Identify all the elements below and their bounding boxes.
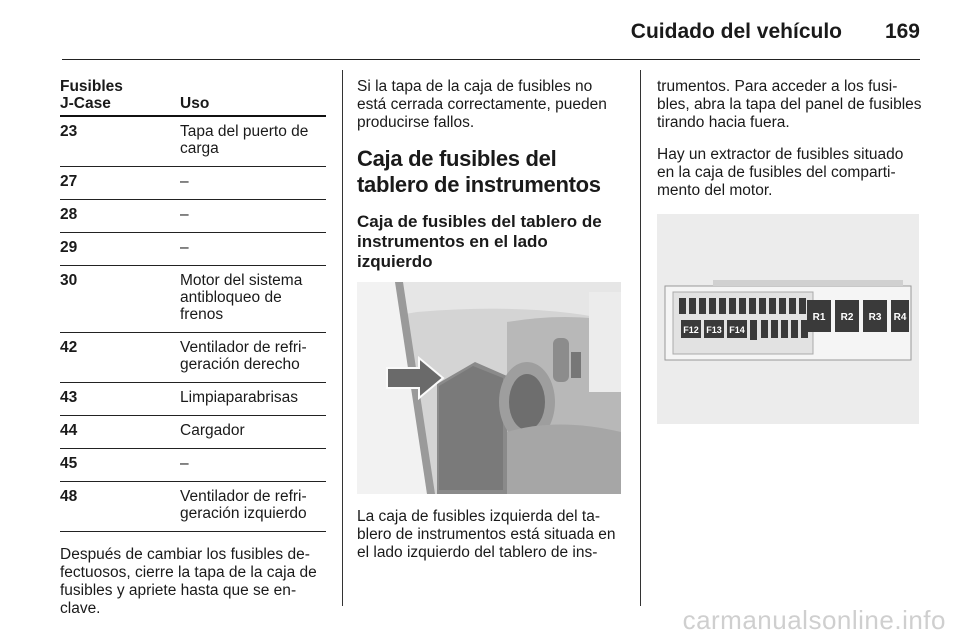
relay-label: R1 — [812, 312, 826, 323]
table-row: 44 Cargador — [60, 416, 326, 449]
column-2 — [357, 78, 625, 562]
page-number: 169 — [884, 20, 920, 43]
table-row: 29 – — [60, 233, 326, 266]
table-row: 42 Ventilador de refrigeración derecho — [60, 333, 326, 383]
watermark: carmanualsonline.info — [682, 605, 946, 635]
column-1 — [60, 78, 330, 618]
table-row: 27 – — [60, 167, 326, 200]
relay-label: R2 — [840, 312, 854, 323]
dashboard-illustration — [357, 282, 621, 494]
dashboard-photo — [357, 282, 621, 494]
fuse-table — [60, 78, 326, 532]
column-divider — [342, 70, 343, 606]
table-row: 43 Limpiaparabrisas — [60, 383, 326, 416]
table-row: 30 Motor del sistema antibloqueo de frenos — [60, 266, 326, 333]
subsection-heading: Caja de fusibles del tablero de instrumentos en el lado izquierdo — [357, 212, 602, 271]
column-3 — [657, 78, 923, 424]
header-use: Uso — [180, 78, 326, 116]
body-paragraph: Si la tapa de la caja de fusibles no está cerrada correctamente, pueden producirse fallos. — [357, 78, 607, 131]
table-row: 48 Ventilador de refrigeración izquierdo — [60, 482, 326, 532]
column-divider — [640, 70, 641, 606]
relay-label: R4 — [893, 312, 907, 323]
body-paragraph: La caja de fusibles izquierda del tablero de instrumentos está situada en el lado izquierdo del tablero de ins- — [357, 508, 616, 561]
fuse-label: F12 — [683, 325, 699, 335]
table-row: 23 Tapa del puerto de carga — [60, 116, 326, 167]
body-paragraph: Hay un extractor de fusibles situado en la caja de fusibles del compartimento del motor. — [657, 146, 904, 199]
fuse-label: F14 — [729, 325, 745, 335]
table-row: 28 – — [60, 200, 326, 233]
fuse-box-illustration — [657, 214, 919, 424]
fuse-label: F13 — [706, 325, 722, 335]
section-heading: Caja de fusibles del tablero de instrumentos — [357, 146, 601, 197]
page-header — [62, 14, 920, 60]
header-fuse: Fusibles J-Case — [60, 78, 180, 116]
table-header-row — [60, 78, 326, 116]
body-paragraph: trumentos. Para acceder a los fusibles, abra la tapa del panel de fusibles tirando hacia fuera. — [657, 78, 922, 131]
section-title: Cuidado del vehículo — [630, 20, 842, 43]
fuse-box-diagram — [657, 214, 919, 424]
table-row: 45 – — [60, 449, 326, 482]
relay-label: R3 — [868, 312, 882, 323]
body-paragraph: Después de cambiar los fusibles defectuosos, cierre la tapa de la caja de fusibles y apriete hasta que se enclave. — [60, 546, 317, 617]
